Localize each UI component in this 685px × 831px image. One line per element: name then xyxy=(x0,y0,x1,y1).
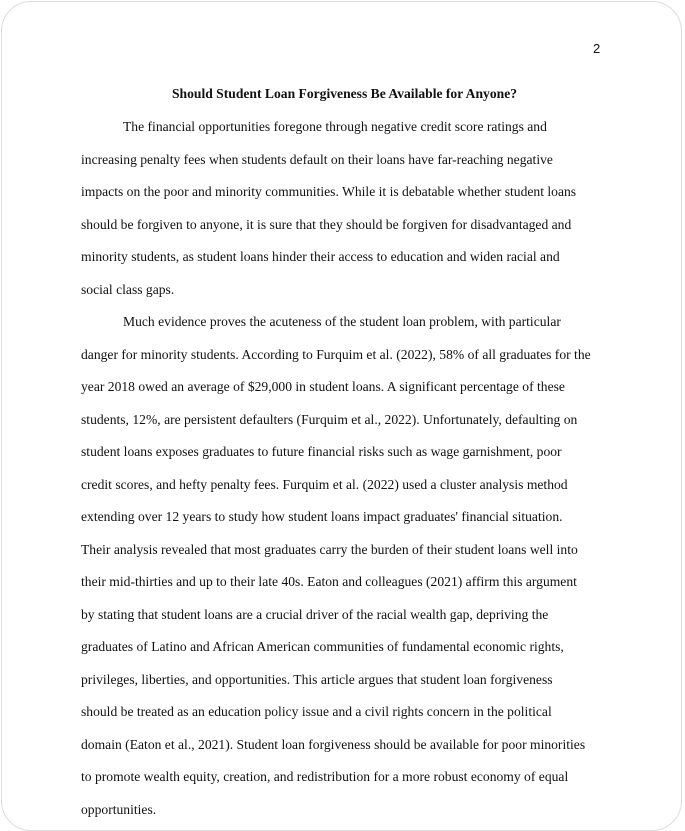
text-line: should be treated as an education policy issue and a civil rights concern in the political xyxy=(81,704,552,719)
text-line: by stating that student loans are a crucial driver of the racial wealth gap, depriving the xyxy=(81,606,549,622)
text-line: impacts on the poor and minority communities. While it is debatable whether student loans xyxy=(81,184,577,199)
page-number: 2 xyxy=(593,41,601,56)
text-line: year 2018 owed an average of $29,000 in student loans. A significant percentage of these xyxy=(81,379,565,394)
text-line: opportunities. xyxy=(81,801,157,817)
text-line: graduates of Latino and African American communities of fundamental economic rights, xyxy=(81,639,564,654)
text-line: credit scores, and hefty penalty fees. Furquim et al. (2022) used a cluster analysis method xyxy=(81,476,568,492)
text-line: Much evidence proves the acuteness of the student loan problem, with particular xyxy=(123,314,561,329)
text-line: should be forgiven to anyone, it is sure that they should be forgiven for disadvantaged and xyxy=(81,216,572,232)
text-line: The financial opportunities foregone through negative credit score ratings and xyxy=(123,119,547,134)
text-line: increasing penalty fees when students default on their loans have far-reaching negative xyxy=(81,151,553,167)
document-body xyxy=(81,82,608,826)
document-title: Should Student Loan Forgiveness Be Available for Anyone? xyxy=(171,86,518,101)
text-line: their mid-thirties and up to their late 40s. Eaton and colleagues (2021) affirm this argument xyxy=(81,574,577,589)
text-line: student loans exposes graduates to future financial risks such as wage garnishment, poor xyxy=(81,444,562,459)
text-line: to promote wealth equity, creation, and redistribution for a more robust economy of equal xyxy=(81,769,569,784)
text-line: danger for minority students. According to Furquim et al. (2022), 58% of all graduates for the xyxy=(81,346,591,362)
text-line: students, 12%, are persistent defaulters (Furquim et al., 2022). Unfortunately, defaulting on xyxy=(81,411,578,427)
document-page xyxy=(1,1,682,831)
text-line: privileges, liberties, and opportunities. This article argues that student loan forgiveness xyxy=(81,671,553,687)
text-line: domain (Eaton et al., 2021). Student loan forgiveness should be available for poor minorities xyxy=(81,736,586,752)
paragraph-2 xyxy=(81,306,608,826)
text-line: extending over 12 years to study how student loans impact graduates' financial situation. xyxy=(81,509,563,524)
text-line: Their analysis revealed that most graduates carry the burden of their student loans well into xyxy=(81,541,578,557)
paragraph-1 xyxy=(81,111,608,306)
text-line: social class gaps. xyxy=(81,281,175,297)
text-line: minority students, as student loans hinder their access to education and widen racial and xyxy=(81,249,560,264)
